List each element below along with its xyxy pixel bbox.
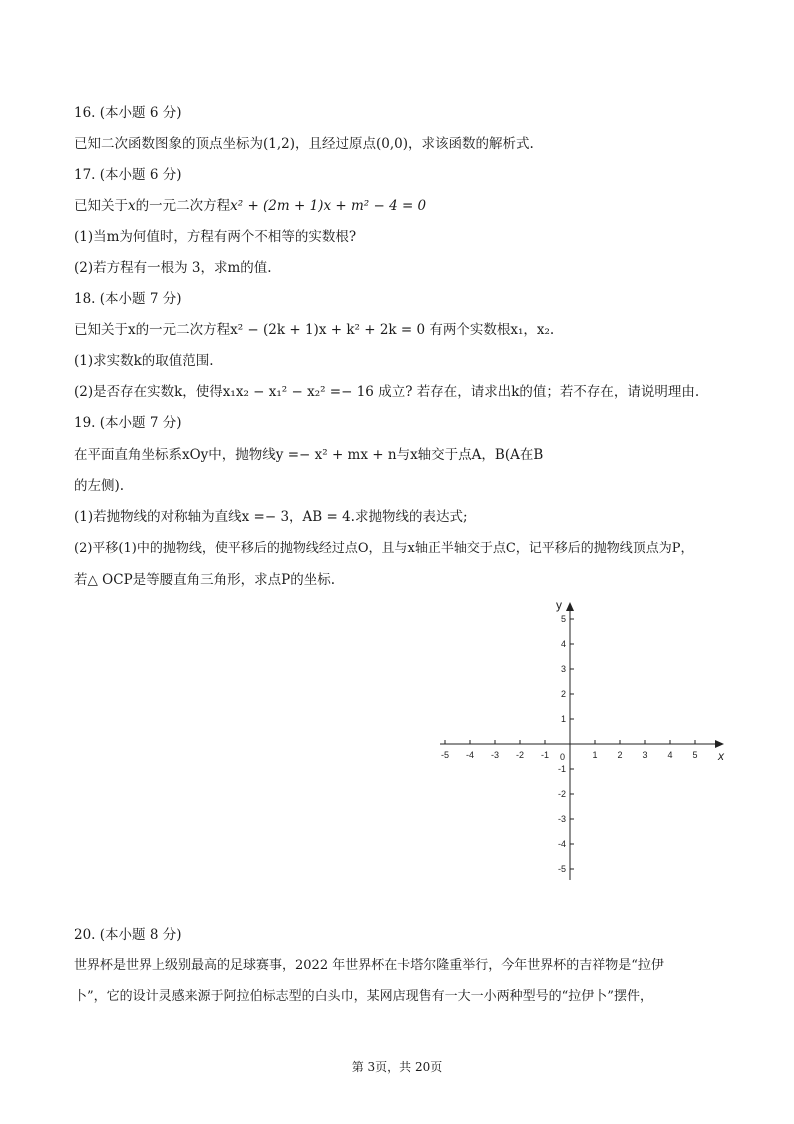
x-tick-label: -5 bbox=[440, 750, 450, 760]
x-tick-label: 1 bbox=[592, 750, 598, 760]
problem-17-equation: x² + (2m + 1)x + m² − 4 = 0 bbox=[230, 198, 427, 214]
x-tick-label: 2 bbox=[617, 750, 623, 760]
y-tick-label: -3 bbox=[557, 814, 566, 824]
coordinate-axes-figure bbox=[436, 594, 736, 894]
page-footer: 第 3页，共 20页 bbox=[351, 1060, 443, 1074]
y-tick-label: 5 bbox=[560, 614, 566, 624]
x-tick-label: -3 bbox=[490, 750, 500, 760]
x-tick-label: 3 bbox=[642, 750, 648, 760]
x-axis-arrow bbox=[715, 740, 724, 748]
problem-17-stem-var: x bbox=[128, 198, 136, 214]
x-tick-label: -2 bbox=[515, 750, 525, 760]
y-axis-arrow bbox=[566, 602, 574, 611]
y-tick-label: -1 bbox=[557, 764, 566, 774]
x-tick-label: 4 bbox=[667, 750, 673, 760]
problem-20-header: 20. (本小题 8 分) bbox=[74, 927, 182, 943]
x-tick-label: -1 bbox=[540, 750, 550, 760]
problem-17-stem bbox=[74, 197, 426, 215]
problem-19-header: 19. (本小题 7 分) bbox=[74, 415, 182, 431]
problem-18-stem: 已知关于x的一元二次方程x² − (2k + 1)x + k² + 2k = 0 有两个实数根x₁，x₂. bbox=[74, 322, 555, 338]
problem-16-header: 16. (本小题 6 分) bbox=[74, 105, 182, 121]
problem-20-line1: 世界杯是世界上级别最高的足球赛事，2022 年世界杯在卡塔尔隆重举行，今年世界杯的吉祥物是“拉伊 bbox=[74, 958, 664, 973]
problem-18-q1: (1)求实数k的取值范围. bbox=[74, 353, 214, 369]
y-tick-label: 3 bbox=[560, 664, 566, 674]
problem-19-q2-line2: 若△ OCP是等腰直角三角形，求点P的坐标. bbox=[74, 572, 336, 588]
problem-17-header: 17. (本小题 6 分) bbox=[74, 167, 182, 183]
problem-20-line2: 卜”，它的设计灵感来源于阿拉伯标志型的白头巾，某网店现售有一大一小两种型号的“拉伊卜”摆件， bbox=[74, 989, 653, 1004]
problem-18-header: 18. (本小题 7 分) bbox=[74, 291, 182, 307]
x-tick-label: -4 bbox=[465, 750, 475, 760]
x-tick-label: 5 bbox=[692, 750, 698, 760]
y-tick-label: 1 bbox=[560, 714, 566, 724]
problem-19-q2-line1: (2)平移(1)中的抛物线，使平移后的抛物线经过点O，且与x轴正半轴交于点C，记平移后的抛物线顶点为P， bbox=[74, 541, 694, 556]
problem-17-stem-prefix: 已知关于 bbox=[74, 198, 128, 214]
y-tick-label: 2 bbox=[560, 689, 566, 699]
problem-19-stem-line2: 的左侧). bbox=[74, 478, 125, 494]
y-tick-label: -5 bbox=[557, 864, 566, 874]
origin-label: 0 bbox=[560, 752, 566, 762]
y-tick-label: -4 bbox=[557, 839, 566, 849]
x-axis-label: x bbox=[718, 749, 724, 763]
problem-18-q2: (2)是否存在实数k，使得x₁x₂ − x₁² − x₂² =− 16 成立? 若存在，请求出k的值；若不存在，请说明理由. bbox=[74, 384, 700, 400]
problem-16-stem: 已知二次函数图象的顶点坐标为(1,2)，且经过原点(0,0)，求该函数的解析式. bbox=[74, 136, 534, 152]
problem-17-stem-mid: 的一元二次方程 bbox=[135, 198, 231, 214]
y-tick-label: -2 bbox=[557, 789, 566, 799]
y-axis-label: y bbox=[556, 598, 562, 612]
problem-19-q1: (1)若抛物线的对称轴为直线x =− 3，AB = 4.求抛物线的表达式; bbox=[74, 509, 468, 525]
problem-19-stem-line1: 在平面直角坐标系xOy中，抛物线y =− x² + mx + n与x轴交于点A，B(A在B bbox=[74, 447, 544, 463]
problem-17-q2: (2)若方程有一根为 3，求m的值. bbox=[74, 260, 272, 276]
y-tick-label: 4 bbox=[560, 639, 566, 649]
problem-17-q1: (1)当m为何值时，方程有两个不相等的实数根? bbox=[74, 229, 357, 245]
